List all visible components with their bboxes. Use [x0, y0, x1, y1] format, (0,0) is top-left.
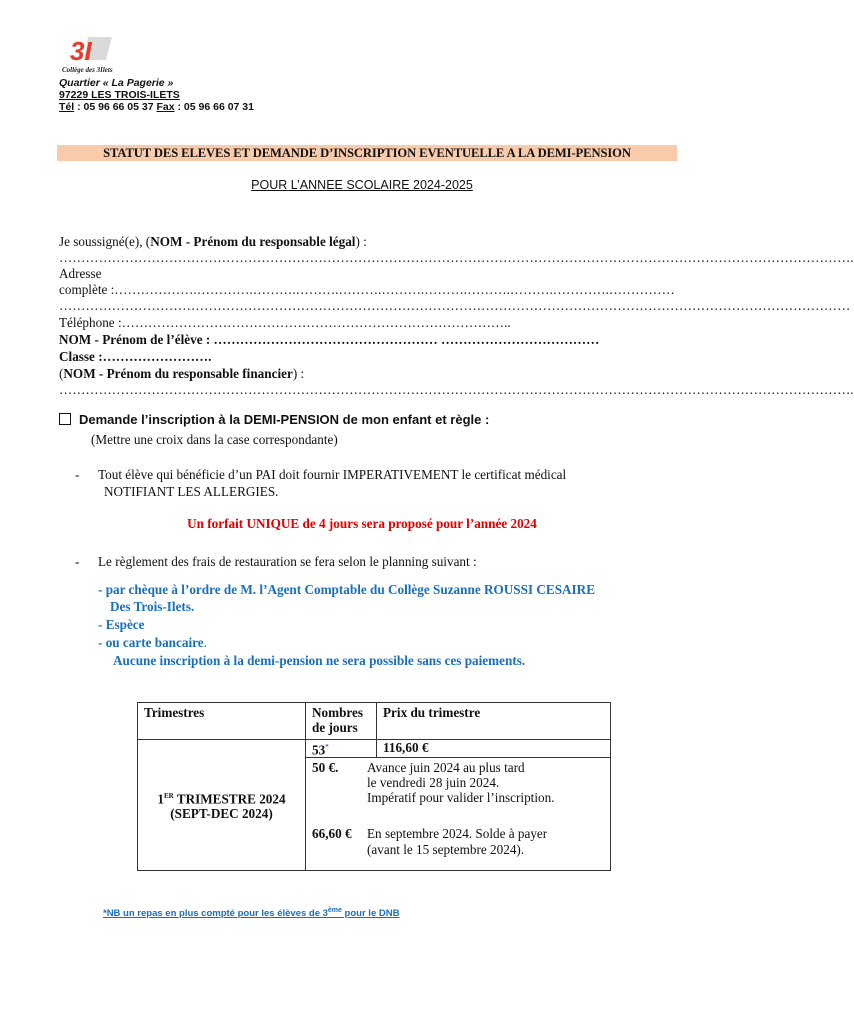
- contact-line: Tél : 05 96 66 05 37 Fax : 05 96 66 07 31: [59, 101, 254, 113]
- payment-carte: - ou carte bancaire.: [98, 635, 207, 650]
- eleve-line[interactable]: NOM - Prénom de l’élève : …………………………………………… ………………………………: [59, 332, 600, 347]
- page-subtitle: POUR L’ANNEE SCOLAIRE 2024-2025: [251, 178, 473, 192]
- address-line-1: Quartier « La Pagerie »: [59, 77, 174, 89]
- pai-line-1: Tout élève qui bénéficie d’un PAI doit fournir IMPERATIVEMENT le certificat médical: [98, 467, 567, 482]
- adresse-line[interactable]: complète :……………….………….……….……….……….……….……….……….……….………….……………: [59, 282, 675, 297]
- payment-schedule-cell: [306, 758, 611, 871]
- payment-warning: Aucune inscription à la demi-pension ne sera possible sans ces paiements.: [113, 653, 526, 668]
- demande-hint: (Mettre une croix dans la case correspondante): [91, 432, 338, 447]
- soussigne-dots[interactable]: ……………………………………………………………………………………………………………………………………………………………….: [59, 250, 854, 265]
- financier-dots[interactable]: ……………………………………………………………………………………………………………………………………………………………….: [59, 382, 854, 397]
- payment-cheque-2: Des Trois-Ilets.: [110, 599, 195, 614]
- amount-2-line-1: En septembre 2024. Solde à payer: [367, 826, 548, 842]
- bullet-dash-1: -: [75, 467, 80, 482]
- financier-line: (NOM - Prénom du responsable financier) :: [59, 366, 305, 381]
- title-banner: [57, 145, 677, 161]
- demande-heading: Demande l’inscription à la DEMI-PENSION de mon enfant et règle :: [59, 412, 489, 427]
- telephone-line[interactable]: Téléphone :……………………………………………………………………………..: [59, 315, 511, 330]
- amount-2-line-2: (avant le 15 septembre 2024).: [367, 842, 525, 858]
- days-cell: 53*: [306, 740, 377, 758]
- trimestre-cell: 1ER TRIMESTRE 2024 (SEPT-DEC 2024): [138, 740, 306, 871]
- logo-caption: Collège des 3Ilets: [62, 66, 113, 74]
- amount-1-line-2: le vendredi 28 juin 2024.: [367, 775, 500, 791]
- amount-2: 66,60 €: [312, 826, 352, 842]
- amount-1: 50 €.: [312, 760, 339, 776]
- page-title: STATUT DES ELEVES ET DEMANDE D’INSCRIPTION EVENTUELLE A LA DEMI-PENSION: [103, 146, 631, 160]
- payment-cheque: - par chèque à l’ordre de M. l’Agent Comptable du Collège Suzanne ROUSSI CESAIRE: [98, 582, 595, 597]
- bullet-dash-2: -: [75, 554, 80, 569]
- forfait-notice: Un forfait UNIQUE de 4 jours sera proposé pour l’année 2024: [187, 516, 537, 531]
- checkbox-icon[interactable]: [59, 413, 71, 425]
- footnote: *NB un repas en plus compté pour les élèves de 3ème pour le DNB: [103, 907, 400, 920]
- header-trimestres: Trimestres: [138, 703, 306, 740]
- payment-espece: - Espèce: [98, 617, 145, 632]
- address-line-2: 97229 LES TROIS-ILETS: [59, 89, 180, 101]
- price-cell: 116,60 €: [377, 740, 611, 758]
- header-prix: Prix du trimestre: [377, 703, 611, 740]
- reglement-line: Le règlement des frais de restauration se fera selon le planning suivant :: [98, 554, 477, 569]
- adresse-dots[interactable]: ………………………………………………………………………………………………………………………………………………………………: [59, 298, 851, 313]
- logo-text: 3I: [70, 36, 92, 66]
- pai-line-2: NOTIFIANT LES ALLERGIES.: [104, 484, 279, 499]
- header-nombres: Nombres de jours: [306, 703, 377, 740]
- adresse-label: Adresse: [59, 266, 102, 281]
- college-logo: [62, 34, 124, 76]
- soussigne-line: Je soussigné(e), (NOM - Prénom du responsable légal) :: [59, 234, 367, 249]
- classe-line[interactable]: Classe :…………………….: [59, 349, 212, 364]
- trimestre-table: [137, 702, 611, 871]
- amount-1-line-3: Impératif pour valider l’inscription.: [367, 790, 555, 806]
- amount-1-line-1: Avance juin 2024 au plus tard: [367, 760, 525, 776]
